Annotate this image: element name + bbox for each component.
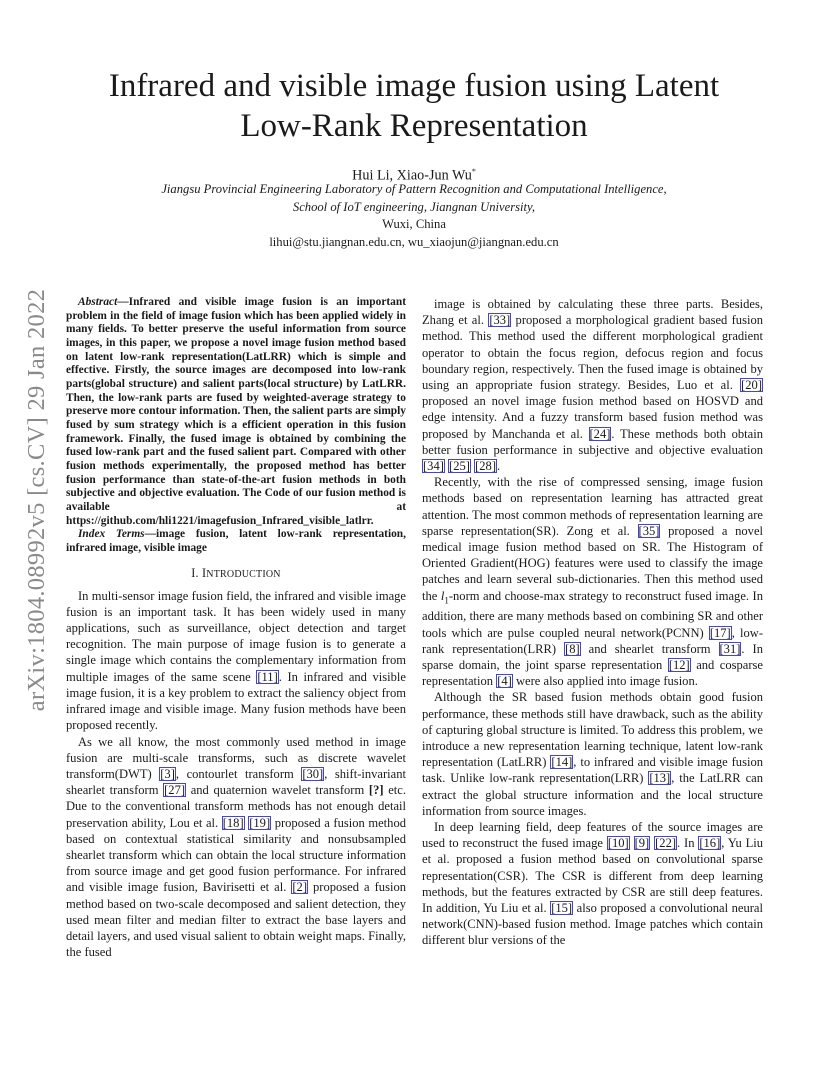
citation-link[interactable]: [27] (164, 783, 186, 798)
arxiv-id-text: arXiv:1804.08992v5 [cs.CV] 29 Jan 2022 (23, 288, 50, 712)
text-run: proposed a fusion method based on contextual statistical similarity and nonsubsampled shearlet transform which can obtain the local structure information from source image and get good fusion performance. For infrared and visible image fusion, Bavirisetti et al. (66, 815, 406, 895)
text-run: , Yu Liu et al. proposed a fusion method based on convolutional sparse representation(CSR). The CSR is different from deep learning methods, but the features extracted by CSR are still deep features. In addition, Yu Liu et al. (422, 836, 764, 916)
index-terms (66, 528, 406, 555)
citation-link[interactable]: [9] (634, 836, 650, 851)
paper-title (80, 66, 748, 146)
math-subscript: 1 (444, 595, 449, 606)
body-paragraph (422, 689, 763, 819)
corresponding-author-mark: * (471, 167, 476, 176)
citation-link[interactable]: [8] (565, 641, 580, 656)
citation-link[interactable]: [19] (249, 815, 271, 830)
citation-link[interactable]: [24] (589, 426, 611, 441)
text-run: -norm and choose-max strategy to reconstruct fused image. In addition, there are many methods based on combining SR and other tools which are pulse coupled neural network(PCNN) (422, 588, 763, 640)
missing-citation: [?] (368, 783, 384, 798)
text-run: In deep learning field, deep features of the source images are used to reconstruct the fused image (422, 820, 763, 851)
affiliation-line-2: School of IoT engineering, Jiangnan University, (292, 199, 536, 214)
text-run: were also applied into image fusion. (512, 674, 698, 689)
citation-link[interactable]: [4] (497, 674, 512, 689)
citation-link[interactable]: [20] (741, 378, 762, 393)
text-run: and shearlet transform (580, 641, 719, 656)
citation-link[interactable]: [35] (638, 523, 660, 538)
body-paragraph (422, 474, 763, 689)
location: Wuxi, China (382, 217, 446, 232)
authors-text: Hui Li, Xiao-Jun Wu (352, 167, 472, 184)
affiliation-line-1: Jiangsu Provincial Engineering Laboratory of Pattern Recognition and Computational Intelligence, (161, 182, 667, 196)
citation-link[interactable]: [28] (475, 459, 496, 474)
citation-link[interactable]: [2] (292, 880, 308, 895)
citation-link[interactable]: [18] (222, 815, 244, 830)
citation-link[interactable]: [3] (160, 766, 175, 781)
body-paragraph (66, 588, 406, 734)
arxiv-identifier-stamp (22, 290, 52, 710)
body-paragraph (66, 734, 406, 961)
text-run: , shift-invariant shearlet transform (66, 766, 406, 798)
text-run: and cosparse representation (422, 657, 764, 689)
right-column (422, 296, 763, 949)
author-emails: lihui@stu.jiangnan.edu.cn, wu_xiaojun@jiangnan.edu.cn (269, 234, 559, 249)
text-run: , the LatLRR can extract the global structure information and the local structure information from source images. (422, 771, 763, 818)
text-run: , low-rank representation(LRR) (422, 625, 764, 656)
citation-link[interactable]: [13] (649, 771, 671, 786)
citation-link[interactable]: [25] (449, 459, 470, 474)
text-run: In multi-sensor image fusion field, the infrared and visible image fusion is an important task. It has been widely used in many applications, such as surveillance, object detection and target recognition. The main purpose of image fusion is to generate a single image which contains the complementary information from multiple images of the same scene (66, 588, 406, 684)
index-terms-lead: Index Terms (78, 528, 145, 541)
text-run: etc. Due to the conventional transform methods has not enough detail preservation ability, Lou et al. (66, 783, 406, 830)
citation-link[interactable]: [22] (655, 836, 677, 851)
citation-link[interactable]: [11] (257, 669, 278, 684)
text-run: Although the SR based fusion methods obtain good fusion performance, these methods still have drawback, such as the ability of capturing global structure is limited. To address this problem, we introduce a new representation learning technique, latent low-rank representation (LatLRR) (422, 690, 763, 770)
text-run: . In infrared and visible image fusion, it is a key problem to extract the saliency object from infrared image and visible image. Many fusion methods have been proposed recently. (66, 669, 406, 733)
index-terms-text: —image fusion, latent low-rank representation, infrared image, visible image (66, 528, 406, 554)
section-name: NTRODUCTION (206, 569, 281, 581)
title-line-2: Low-Rank Representation (240, 108, 588, 144)
body-paragraph (422, 296, 763, 474)
text-run: proposed a novel medical image fusion method based on SR. The Histogram of Oriented Gradient(HOG) features were used to classify the image patches and learn several sub-dictionaries. Then this method used the (422, 523, 763, 603)
text-run: , contourlet transform (175, 766, 302, 781)
left-column (66, 296, 406, 960)
body-paragraph (422, 819, 763, 949)
section-number: I. I (191, 566, 207, 581)
abstract-text: —Infrared and visible image fusion is an important problem in the field of image fusion which has been applied widely in many fields. To better preserve the useful information from source images, in this paper, we propose a novel image fusion method based on latent low-rank representation(LatLRR) which is simple and effective. Firstly, the source images are decomposed into low-rank parts(global structure) and salient parts(local structure) by LatLRR. Then, the low-rank parts are fused by weighted-average strategy to preserve more contour information. Then, the salient parts are simply fused by sum strategy which is a efficient operation in this fusion framework. Finally, the fused image is obtained by combining the fused low-rank part and the fused salient part. Compared with other fusion methods experimentally, the proposed method has better fusion performance than state-of-the-art fusion methods in both subjective and objective evaluation. The Code of our fusion method is available at https://github.com/hli1221/imagefusion_Infrared_visible_latlrr. (66, 296, 406, 527)
affiliation-block (80, 181, 748, 251)
section-heading-introduction (66, 565, 406, 583)
text-run: As we all know, the most commonly used method in image fusion are multi-scale transforms, such as discrete wavelet transform(DWT) (66, 734, 406, 781)
citation-link[interactable]: [10] (607, 836, 629, 851)
citation-link[interactable]: [12] (668, 657, 690, 672)
citation-link[interactable]: [34] (423, 459, 444, 474)
text-run: , to infrared and visible image fusion task. Unlike low-rank representation(LRR) (422, 755, 763, 786)
citation-link[interactable]: [30] (302, 766, 324, 781)
citation-link[interactable]: [14] (551, 755, 573, 770)
right-body-text (422, 296, 763, 949)
citation-link[interactable]: [31] (719, 641, 741, 656)
text-run: . (497, 459, 501, 474)
text-run: proposed a fusion method based on two-scale decomposed and salient detection, they used mean filter and median filter to extract the base layers and detail layers, and used visual salient to obtain weight maps. Finally, the fused (66, 880, 406, 960)
text-run: and quaternion wavelet transform (186, 783, 369, 798)
text-run: proposed an novel image fusion method based on HOSVD and edge intensity. And a fuzzy transform based fusion method was proposed by Manchanda et al. (422, 394, 763, 441)
citation-link[interactable]: [17] (709, 625, 731, 640)
left-body-text (66, 588, 406, 961)
abstract-lead: Abstract (78, 296, 118, 308)
text-run: proposed a morphological gradient based fusion method. This method used the different morphological gradient operator to obtain the focus region, defocus region and focus boundary region, respectively. Then the fused image is obtained by using an appropriate fusion strategy. Besides, Luo et al. (422, 313, 763, 393)
text-run: also proposed a convolutional neural network(CNN)-based fusion method. Image patches which contain different blur versions of the (422, 901, 763, 948)
text-run: . In sparse domain, the joint sparse representation (422, 641, 763, 672)
title-line-1: Infrared and visible image fusion using Latent (108, 68, 720, 104)
citation-link[interactable]: [33] (489, 313, 511, 328)
math-symbol: l (440, 588, 445, 603)
citation-link[interactable]: [16] (699, 836, 721, 851)
citation-link[interactable]: [15] (551, 901, 573, 916)
text-run: . These methods both obtain better fusion performance in subjective and objective evaluation (422, 426, 763, 457)
text-run: Recently, with the rise of compressed sensing, image fusion methods based on representation learning has attracted great attention. The most common methods of representation learning are sparse representation(SR). Zong et al. (422, 475, 763, 538)
abstract (66, 296, 406, 528)
text-run: . In (677, 836, 699, 851)
text-run: image is obtained by calculating these three parts. Besides, Zhang et al. (422, 297, 763, 328)
